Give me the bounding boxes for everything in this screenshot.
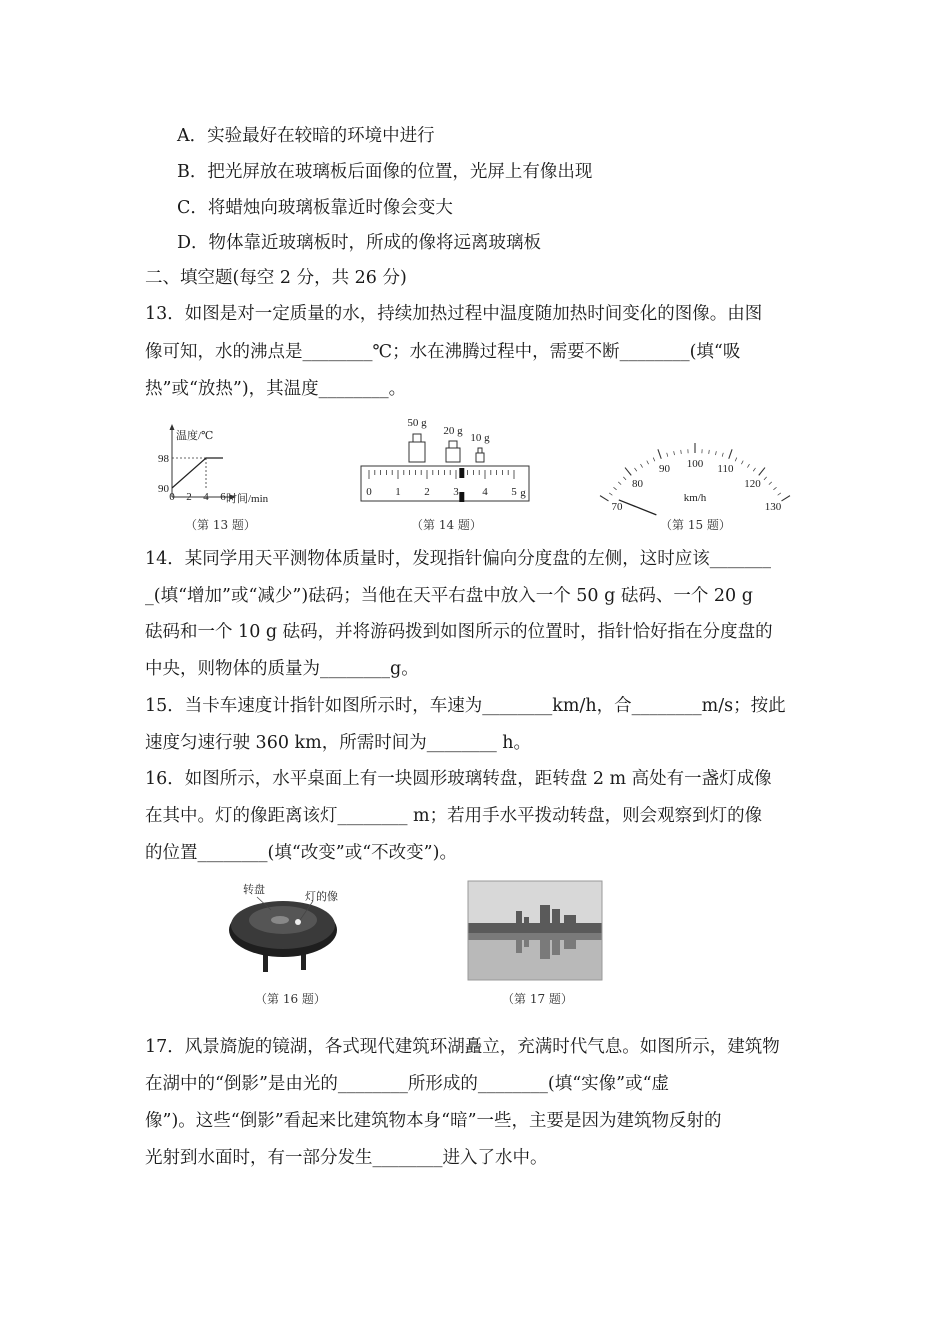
fig13-curve (172, 458, 223, 488)
fig15-tick (641, 464, 643, 467)
q17-line-1: 17．风景旖旎的镜湖，各式现代建筑环湖矗立，充满时代气息。如图所示，建筑物 (145, 1037, 780, 1057)
q15-line-1: 15．当卡车速度计指针如图所示时，车速为________km/h，合________m/s；按此 (145, 696, 786, 716)
fig15-tick (674, 451, 675, 455)
fig15-tick (735, 458, 737, 462)
fig15-label: 110 (717, 463, 734, 476)
fig14-weight-50g-knob (413, 434, 421, 442)
fig15-tick (759, 468, 765, 476)
fig16-turntable (225, 880, 345, 980)
fig17-water (468, 933, 602, 980)
fig13-xtick-2: 2 (186, 491, 192, 503)
q17-line-4: 光射到水面时，有一部分发生________进入了水中。 (145, 1148, 548, 1168)
fig14-unit: g (520, 487, 526, 499)
fig15-label: 130 (764, 501, 782, 514)
q17-line-3: 像”)。这些“倒影”看起来比建筑物本身“暗”一些，主要是因为建筑物反射的 (145, 1111, 722, 1131)
fig13-ytick-98: 98 (158, 453, 169, 465)
fig14-rider-bottom (459, 492, 464, 502)
fig15-tick (782, 496, 790, 501)
fig14-caption: （第 14 题） (411, 518, 482, 532)
fig14-tick-label: 4 (482, 486, 488, 498)
fig13-graph (160, 422, 300, 512)
fig15-tick (647, 461, 649, 465)
q16-line-1: 16．如图所示，水平桌面上有一块圆形玻璃转盘，距转盘 2 m 高处有一盏灯成像 (145, 769, 772, 789)
fig17-photo (468, 881, 602, 980)
q13-line-3: 热”或“放热”)，其温度________。 (145, 379, 407, 399)
q13-line-1: 13．如图是对一定质量的水，持续加热过程中温度随加热时间变化的图像。由图 (145, 304, 763, 324)
fig15-label: 90 (659, 463, 671, 476)
fig14-weight-20g (446, 448, 460, 462)
fig14-tick-label: 0 (366, 486, 372, 498)
fig15-tick (729, 449, 732, 458)
fig13-ylabel: 温度/℃ (176, 430, 214, 442)
option-b: B．把光屏放在玻璃板后面像的位置，光屏上有像出现 (177, 162, 593, 182)
fig13-ytick-90: 90 (158, 483, 169, 495)
fig13-caption: （第 13 题） (185, 518, 256, 532)
fig14-label-50g: 50 g (407, 417, 427, 429)
q17-line-2: 在湖中的“倒影”是由光的________所形成的________(填“实像”或“虚 (145, 1074, 670, 1094)
fig15-tick (618, 482, 621, 485)
fig17-caption: （第 17 题） (502, 992, 573, 1006)
fig14-tick-label: 5 (511, 486, 517, 498)
fig15-tick (747, 464, 749, 467)
option-c: C．将蜡烛向玻璃板靠近时像会变大 (177, 198, 453, 218)
fig15-tick (635, 468, 637, 471)
q13-line-2: 像可知，水的沸点是________℃；水在沸腾过程中，需要不断________(填“吸 (145, 342, 741, 362)
fig15-tick (681, 450, 682, 454)
fig15-caption: （第 15 题） (660, 518, 731, 532)
fig15-tick (769, 482, 772, 485)
fig14-tick-label: 2 (424, 486, 430, 498)
fig14-weight-50g (409, 442, 425, 462)
fig15-tick (778, 493, 781, 495)
fig15-tick (609, 493, 612, 495)
fig15-tick (600, 496, 608, 501)
q14-line-3: 砝码和一个 10 g 砝码，并将游码拨到如图所示的位置时，指针恰好指在分度盘的 (145, 622, 773, 642)
q16-line-2: 在其中。灯的像距离该灯________ m；若用手水平拨动转盘，则会观察到灯的像 (145, 806, 763, 826)
fig15-tick (658, 449, 661, 458)
fig13-xlabel: 时间/min (226, 493, 269, 505)
option-d: D．物体靠近玻璃板时，所成的像将远离玻璃板 (177, 233, 542, 253)
fig16-label-turntable: 转盘 (243, 884, 265, 896)
fig16-caption: （第 16 题） (255, 992, 326, 1006)
fig14-label-20g: 20 g (443, 425, 463, 437)
q14-line-1: 14．某同学用天平测物体质量时，发现指针偏向分度盘的左侧，这时应该_______ (145, 549, 772, 569)
fig13-y-arrow (170, 424, 175, 430)
fig15-tick (613, 487, 616, 490)
fig16-label-image: 灯的像 (305, 891, 338, 903)
fig13-xtick-4: 4 (203, 491, 209, 503)
fig14-weight-10g-knob (478, 448, 482, 453)
fig15-label: 120 (744, 478, 761, 491)
fig14-weight-20g-knob (449, 441, 457, 448)
fig15-label: 80 (632, 478, 644, 491)
fig15-tick (667, 453, 668, 457)
fig15-tick (623, 477, 626, 480)
fig14-tick-label: 3 (453, 486, 459, 498)
q16-line-3: 的位置________(填“改变”或“不改变”)。 (145, 843, 457, 863)
fig16-turntable-center (271, 916, 289, 924)
q14-line-2: _(填“增加”或“减少”)砝码；当他在天平右盘中放入一个 50 g 砝码、一个 20 g (145, 586, 753, 606)
fig15-tick (716, 451, 717, 455)
fig15-unit: km/h (683, 492, 707, 504)
fig13-xtick-0: 0 (169, 491, 175, 503)
fig15-tick (753, 468, 755, 471)
q15-line-2: 速度匀速行驶 360 km，所需时间为________ h。 (145, 733, 532, 753)
fig15-tick (741, 461, 743, 465)
option-a: A．实验最好在较暗的环境中进行 (177, 126, 435, 146)
fig14-weight-10g (476, 453, 484, 462)
section-heading: 二、填空题(每空 2 分，共 26 分) (145, 268, 407, 288)
fig14-tick-label: 1 (395, 486, 401, 498)
fig14-rider-top (459, 468, 464, 478)
fig15-tick (773, 487, 776, 490)
fig15-speedometer (595, 430, 795, 514)
fig14-label-10g: 10 g (470, 432, 490, 444)
fig15-tick (764, 477, 767, 480)
fig15-label: 70 (611, 501, 623, 514)
fig14-figure (355, 412, 535, 507)
q14-line-4: 中央，则物体的质量为________g。 (145, 659, 419, 679)
fig15-needle (619, 500, 657, 515)
fig15-tick (653, 458, 655, 462)
fig15-tick (625, 468, 631, 476)
fig15-tick (722, 453, 723, 457)
fig15-label: 100 (686, 458, 704, 470)
fig13-xtick-6: 6 (220, 491, 226, 503)
fig15-tick (709, 450, 710, 454)
